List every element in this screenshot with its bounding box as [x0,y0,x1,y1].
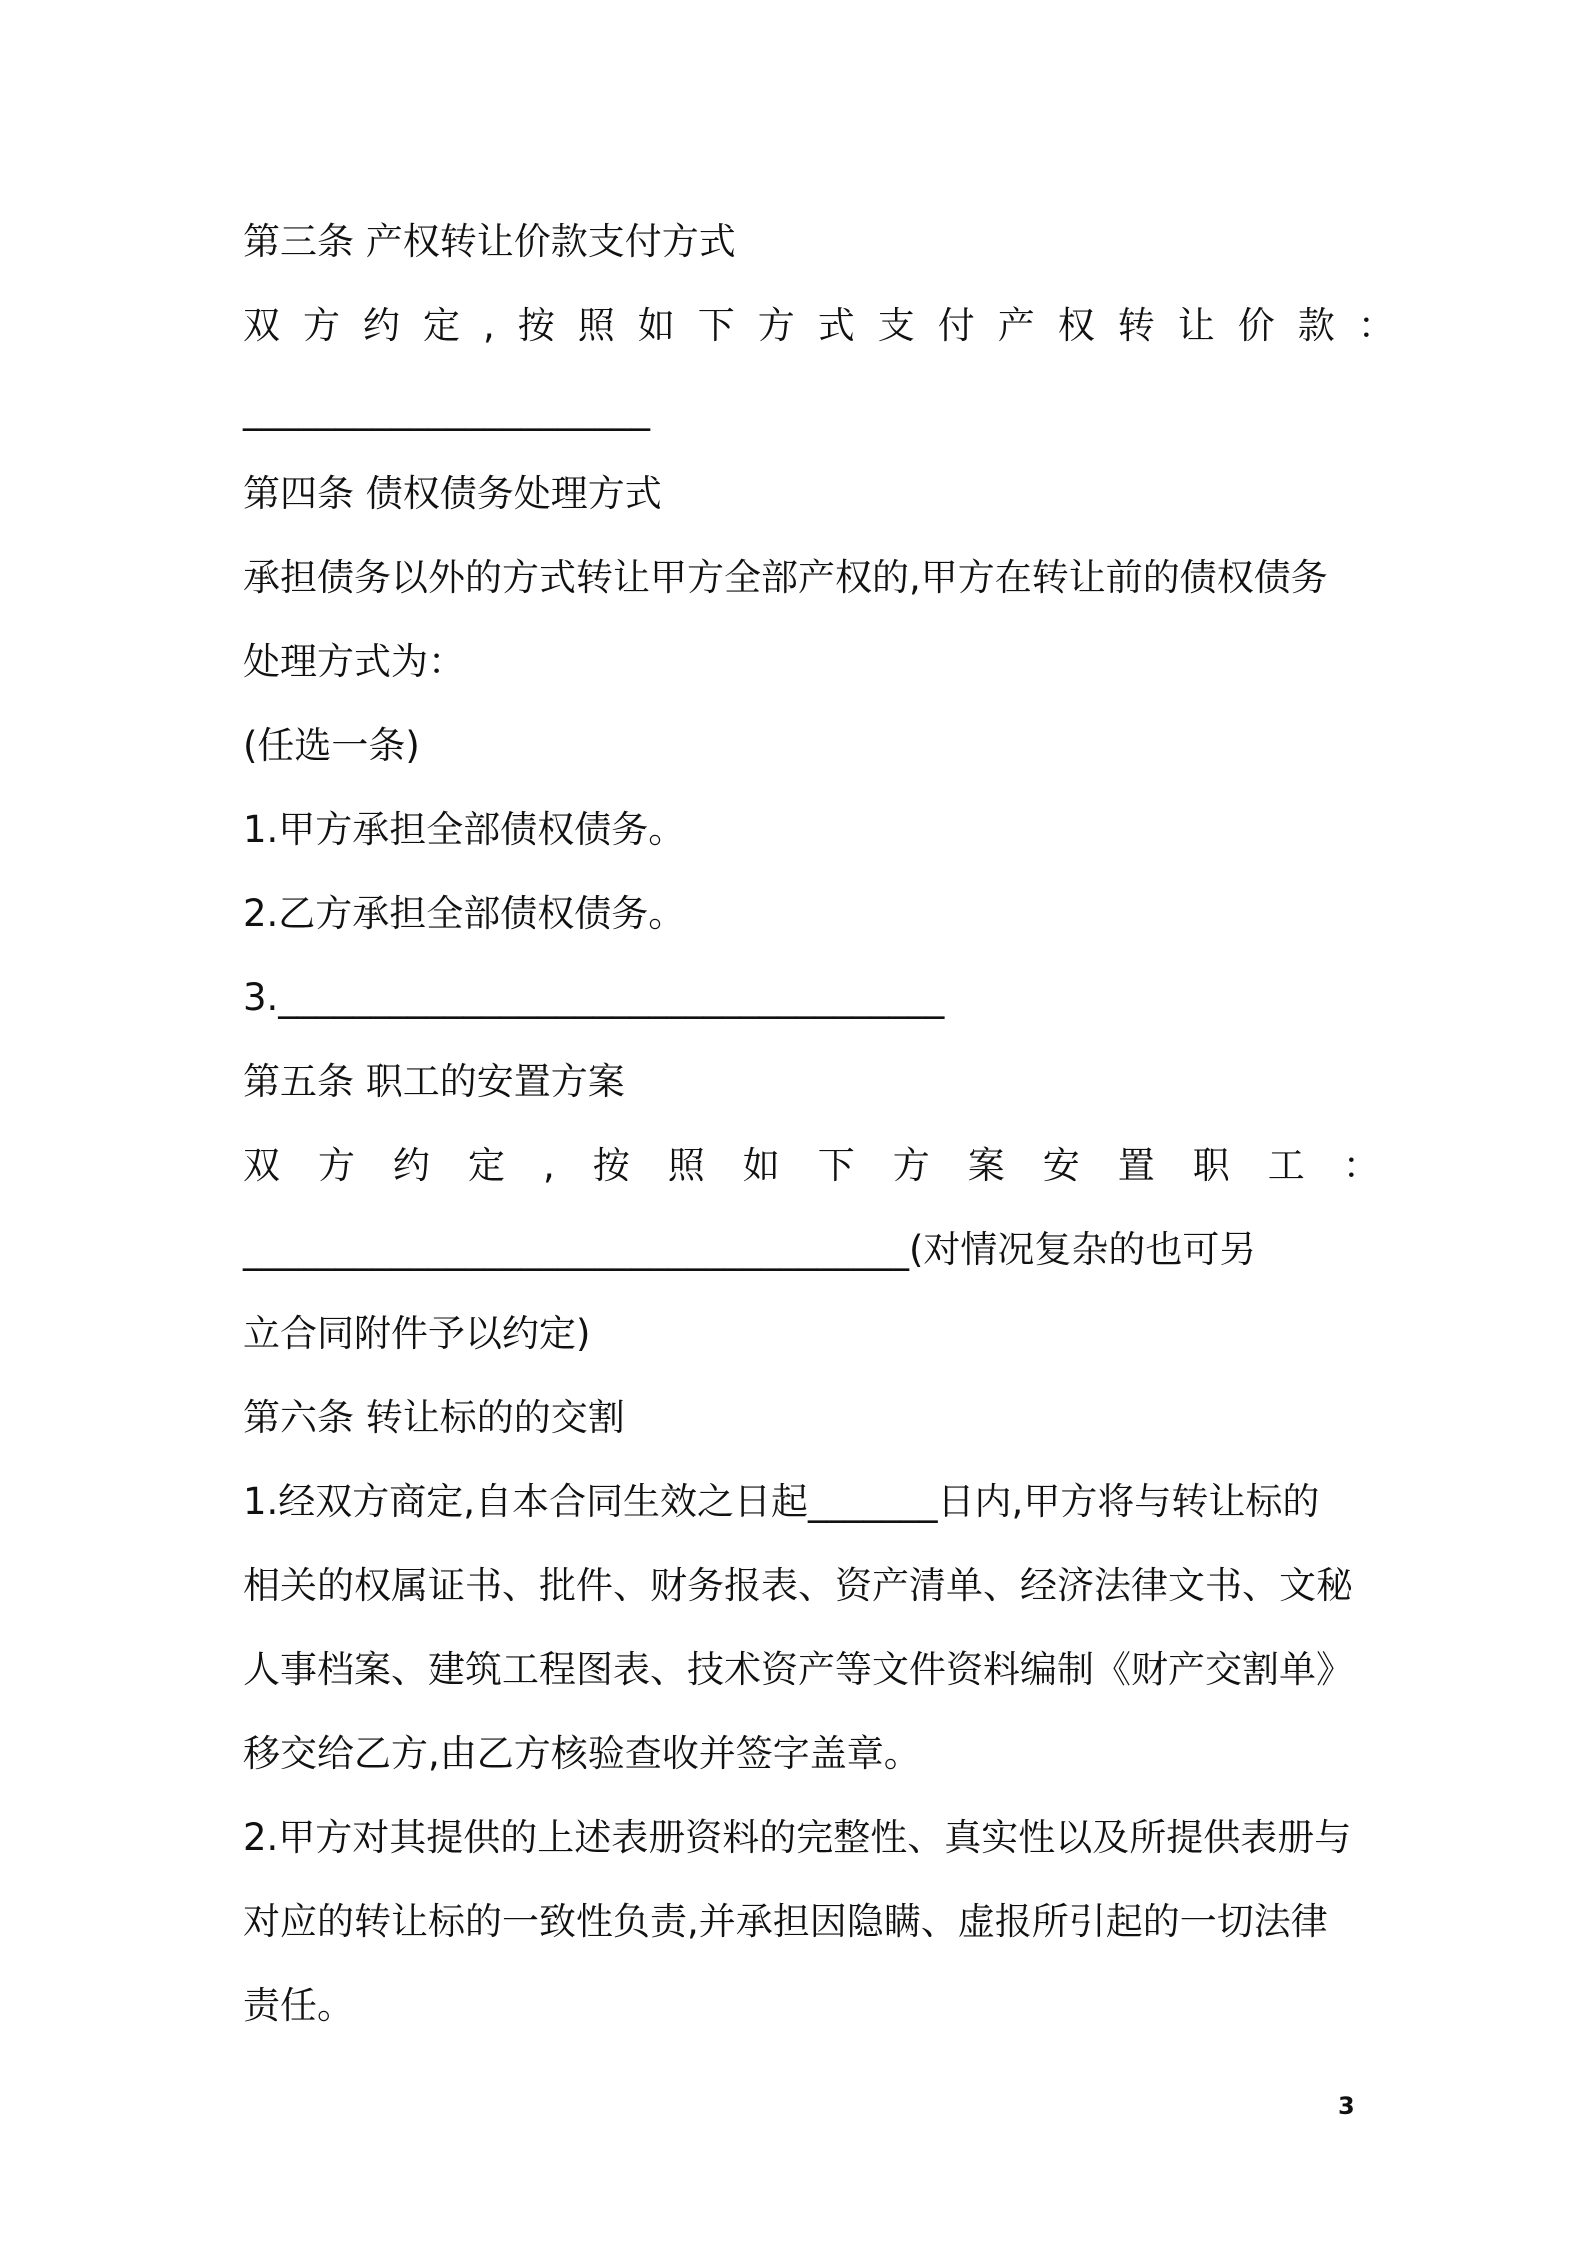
page-number: 3 [1338,2092,1355,2120]
article-4-option-1: 1.甲方承担全部债权债务。 [243,808,686,851]
article-5-text-cont: 立合同附件予以约定) [243,1312,591,1355]
article-6-clause-1-line-2: 相关的权属证书、批件、财务报表、资产清单、经济法律文书、文秘 [243,1564,1353,1607]
article-4-choose-note: (任选一条) [243,724,420,767]
article-6-clause-1-line-3: 人事档案、建筑工程图表、技术资产等文件资料编制《财产交割单》 [243,1648,1353,1691]
article-5-blank: ____________________________________(对情况复杂的也可另 [243,1228,1257,1271]
article-3-heading: 第三条 产权转让价款支付方式 [243,220,736,263]
article-5-heading: 第五条 职工的安置方案 [243,1060,625,1103]
document-body [243,200,1418,2048]
article-6-clause-2-line-2: 对应的转让标的一致性负责,并承担因隐瞒、虚报所引起的一切法律 [243,1900,1328,1943]
article-3-text: 双方约定,按照如下方式支付产权转让价款： [243,304,1418,347]
article-6-clause-2-line-3: 责任。 [243,1984,354,2027]
article-3-blank: ______________________ [243,388,650,431]
article-4-text-line-2: 处理方式为： [243,640,465,683]
article-4-heading: 第四条 债权债务处理方式 [243,472,662,515]
article-4-option-3: 3.____________________________________ [243,976,945,1019]
article-6-clause-1-line-4: 移交给乙方,由乙方核验查收并签字盖章。 [243,1732,921,1775]
article-4-option-2: 2.乙方承担全部债权债务。 [243,892,686,935]
article-6-clause-1-line-1: 1.经双方商定,自本合同生效之日起_______日内,甲方将与转让标的 [243,1480,1320,1523]
article-5-text: 双方约定,按照如下方案安置职工： [243,1144,1418,1187]
article-4-text-line-1: 承担债务以外的方式转让甲方全部产权的,甲方在转让前的债权债务 [243,556,1328,599]
article-6-clause-2-line-1: 2.甲方对其提供的上述表册资料的完整性、真实性以及所提供表册与 [243,1816,1352,1859]
article-6-heading: 第六条 转让标的的交割 [243,1396,625,1439]
